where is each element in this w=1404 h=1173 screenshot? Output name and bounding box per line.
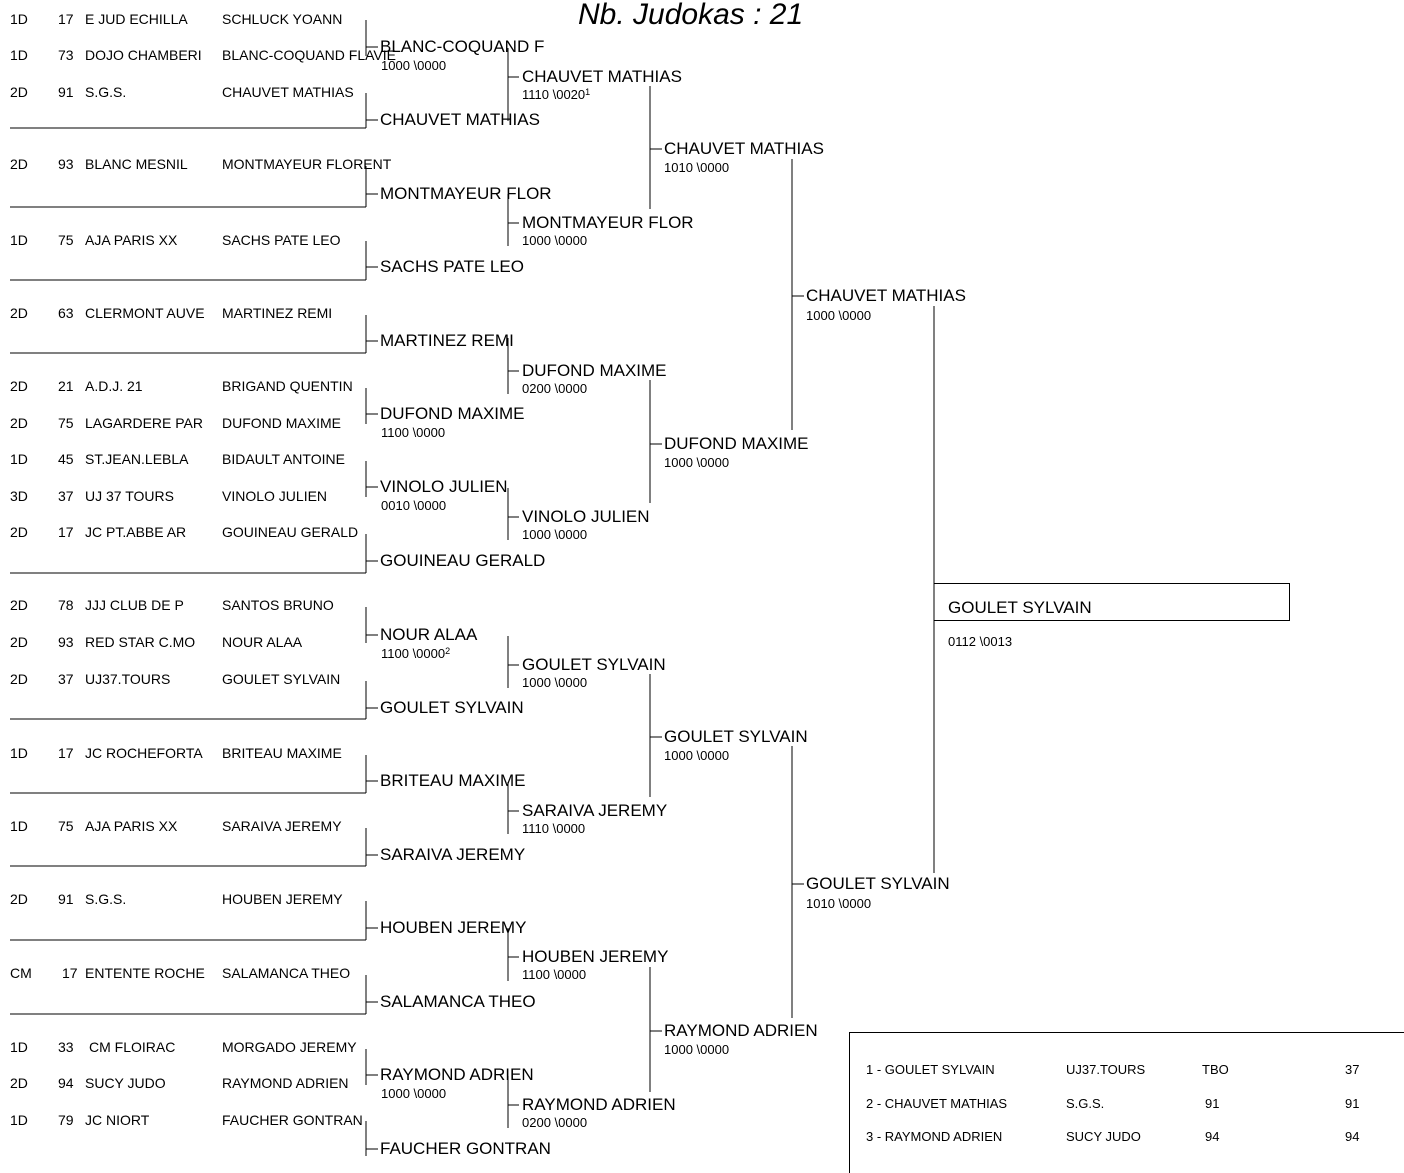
entry-grade: 2D — [10, 1075, 28, 1091]
entry-club: JC ROCHEFORTA — [85, 745, 203, 761]
entry-dept: 33 — [58, 1039, 74, 1055]
entry-club: S.G.S. — [85, 891, 127, 907]
entry-club: UJ37.TOURS — [85, 671, 171, 687]
ranking-place: 1 - GOULET SYLVAIN — [866, 1062, 995, 1077]
round1-score: 1000 \0000 — [381, 58, 447, 73]
entry-club: CM FLOIRAC — [89, 1039, 176, 1055]
entry-name: CHAUVET MATHIAS — [222, 84, 354, 100]
round1-winner: BLANC-COQUAND F — [380, 37, 545, 56]
entry-grade: 1D — [10, 451, 28, 467]
entry-name: SALAMANCA THEO — [222, 965, 351, 981]
round1-winner: SALAMANCA THEO — [380, 992, 536, 1011]
ranking-league: 94 — [1205, 1129, 1220, 1144]
entry-name: SANTOS BRUNO — [222, 597, 334, 613]
entry-name: RAYMOND ADRIEN — [222, 1075, 349, 1091]
entry-dept: 17 — [58, 11, 74, 27]
entry-dept: 94 — [58, 1075, 74, 1091]
ranking-club: S.G.S. — [1066, 1096, 1105, 1111]
round3-winner: RAYMOND ADRIEN — [664, 1021, 818, 1040]
round1-winner: MARTINEZ REMI — [380, 331, 514, 350]
round4-winner: CHAUVET MATHIAS — [806, 286, 966, 305]
entry-dept: 17 — [62, 965, 78, 981]
round1-score: 1000 \0000 — [381, 1086, 447, 1101]
entry-name: NOUR ALAA — [222, 634, 303, 650]
entry-dept: 91 — [58, 891, 74, 907]
round1-winner: MONTMAYEUR FLOR — [380, 184, 552, 203]
round2-winner: HOUBEN JEREMY — [522, 947, 669, 966]
entry-name: DUFOND MAXIME — [222, 415, 341, 431]
round4-score: 1000 \0000 — [806, 308, 872, 323]
entry-name: HOUBEN JEREMY — [222, 891, 343, 907]
entry-name: BRITEAU MAXIME — [222, 745, 342, 761]
round4-winner: GOULET SYLVAIN — [806, 874, 950, 893]
entry-dept: 73 — [58, 47, 74, 63]
round2-score: 1000 \0000 — [522, 675, 588, 690]
entry-dept: 78 — [58, 597, 74, 613]
final-score: 0112 \0013 — [948, 634, 1013, 649]
round1-winner: DUFOND MAXIME — [380, 404, 525, 423]
entry-dept: 75 — [58, 232, 74, 248]
entry-club: S.G.S. — [85, 84, 127, 100]
round2-winner: CHAUVET MATHIAS — [522, 67, 682, 86]
entry-name: GOUINEAU GERALD — [222, 524, 359, 540]
page-title: Nb. Judokas : 21 — [578, 0, 804, 31]
round2-score: 0200 \0000 — [522, 1115, 588, 1130]
note-mark: 1 — [585, 87, 591, 97]
round1-winner: SACHS PATE LEO — [380, 257, 524, 276]
round1-score: 1100 \0000$^2$ — [381, 646, 451, 661]
final-winner: GOULET SYLVAIN — [948, 598, 1092, 617]
round3-score: 1000 \0000 — [664, 1042, 730, 1057]
entry-dept: 75 — [58, 415, 74, 431]
entry-grade: 2D — [10, 671, 28, 687]
entry-grade: 1D — [10, 1112, 28, 1128]
entry-grade: 2D — [10, 378, 28, 394]
entry-dept: 17 — [58, 524, 74, 540]
entry-club: JJJ CLUB DE P — [85, 597, 184, 613]
ranking-league: 91 — [1205, 1096, 1220, 1111]
round1-winner: VINOLO JULIEN — [380, 477, 508, 496]
entry-grade: 3D — [10, 488, 28, 504]
round2-score: 1110 \0000 — [522, 821, 586, 836]
round2-score: 0200 \0000 — [522, 381, 588, 396]
entry-name: MARTINEZ REMI — [222, 305, 333, 321]
round3-score: 1000 \0000 — [664, 748, 730, 763]
entry-club: ST.JEAN.LEBLA — [85, 451, 189, 467]
entry-name: SACHS PATE LEO — [222, 232, 341, 248]
note-mark: 2 — [445, 646, 451, 656]
round3-score: 1010 \0000 — [664, 160, 730, 175]
entry-club: LAGARDERE PAR — [85, 415, 203, 431]
ranking-place: 2 - CHAUVET MATHIAS — [866, 1096, 1008, 1111]
entry-dept: 17 — [58, 745, 74, 761]
entry-grade: 2D — [10, 891, 28, 907]
round2-winner: MONTMAYEUR FLOR — [522, 213, 694, 232]
entry-name: MONTMAYEUR FLORENT — [222, 156, 392, 172]
entry-dept: 37 — [58, 671, 74, 687]
ranking-place: 3 - RAYMOND ADRIEN — [866, 1129, 1003, 1144]
ranking-club: UJ37.TOURS — [1066, 1062, 1146, 1077]
entry-club: BLANC MESNIL — [85, 156, 188, 172]
entry-dept: 63 — [58, 305, 74, 321]
entry-grade: 2D — [10, 156, 28, 172]
entry-grade: 1D — [10, 1039, 28, 1055]
entry-name: SARAIVA JEREMY — [222, 818, 342, 834]
round1-winner: HOUBEN JEREMY — [380, 918, 527, 937]
entry-grade: 1D — [10, 232, 28, 248]
entry-dept: 93 — [58, 634, 74, 650]
entry-name: FAUCHER GONTRAN — [222, 1112, 363, 1128]
round2-winner: RAYMOND ADRIEN — [522, 1095, 676, 1114]
entry-club: SUCY JUDO — [85, 1075, 166, 1091]
round1-winner: NOUR ALAA — [380, 625, 478, 644]
entry-dept: 79 — [58, 1112, 74, 1128]
entry-name: BRIGAND QUENTIN — [222, 378, 353, 394]
round1-score: 0010 \0000 — [381, 498, 447, 513]
entry-dept: 93 — [58, 156, 74, 172]
ranking-dept: 37 — [1345, 1062, 1360, 1077]
entry-grade: 2D — [10, 415, 28, 431]
round1-winner: SARAIVA JEREMY — [380, 845, 526, 864]
round1-winner: RAYMOND ADRIEN — [380, 1065, 534, 1084]
entry-grade: 2D — [10, 305, 28, 321]
round2-score: 1000 \0000 — [522, 527, 588, 542]
ranking-club: SUCY JUDO — [1066, 1129, 1141, 1144]
round2-winner: DUFOND MAXIME — [522, 361, 667, 380]
entry-club: RED STAR C.MO — [85, 634, 196, 650]
entry-grade: 1D — [10, 745, 28, 761]
entry-club: A.D.J. 21 — [85, 378, 143, 394]
entry-dept: 91 — [58, 84, 74, 100]
round4-score: 1010 \0000 — [806, 896, 872, 911]
entry-name: GOULET SYLVAIN — [222, 671, 341, 687]
round1-winner: FAUCHER GONTRAN — [380, 1139, 551, 1158]
round2-score: 1000 \0000 — [522, 233, 588, 248]
round2-winner: SARAIVA JEREMY — [522, 801, 668, 820]
round1-winner: BRITEAU MAXIME — [380, 771, 526, 790]
entry-dept: 75 — [58, 818, 74, 834]
entry-club: ENTENTE ROCHE — [85, 965, 205, 981]
entry-grade: 2D — [10, 597, 28, 613]
entry-grade: 2D — [10, 524, 28, 540]
entry-club: AJA PARIS XX — [85, 232, 178, 248]
entry-grade: 1D — [10, 818, 28, 834]
round1-winner: GOULET SYLVAIN — [380, 698, 524, 717]
round1-score: 1100 \0000 — [381, 425, 446, 440]
round3-winner: DUFOND MAXIME — [664, 434, 809, 453]
entry-name: BLANC-COQUAND FLAVIE — [222, 47, 396, 63]
entry-club: DOJO CHAMBERI — [85, 47, 202, 63]
entry-name: VINOLO JULIEN — [222, 488, 328, 504]
round1-winner: GOUINEAU GERALD — [380, 551, 546, 570]
entry-grade: 1D — [10, 47, 28, 63]
entry-name: MORGADO JEREMY — [222, 1039, 357, 1055]
entry-club: E JUD ECHILLA — [85, 11, 188, 27]
entry-club: AJA PARIS XX — [85, 818, 178, 834]
entry-club: JC PT.ABBE AR — [85, 524, 187, 540]
ranking-dept: 94 — [1345, 1129, 1360, 1144]
entry-name: SCHLUCK YOANN — [222, 11, 343, 27]
round3-winner: GOULET SYLVAIN — [664, 727, 808, 746]
ranking-dept: 91 — [1345, 1096, 1360, 1111]
round3-winner: CHAUVET MATHIAS — [664, 139, 824, 158]
round1-winner: CHAUVET MATHIAS — [380, 110, 540, 129]
entry-dept: 21 — [58, 378, 74, 394]
entry-club: JC NIORT — [85, 1112, 150, 1128]
entry-club: CLERMONT AUVE — [85, 305, 205, 321]
round2-score: 1100 \0000 — [522, 967, 587, 982]
entry-dept: 45 — [58, 451, 74, 467]
round2-winner: GOULET SYLVAIN — [522, 655, 666, 674]
entry-dept: 37 — [58, 488, 74, 504]
round3-score: 1000 \0000 — [664, 455, 730, 470]
round2-winner: VINOLO JULIEN — [522, 507, 650, 526]
entry-club: UJ 37 TOURS — [85, 488, 174, 504]
entry-grade: 1D — [10, 11, 28, 27]
ranking-league: TBO — [1202, 1062, 1229, 1077]
entry-grade: CM — [10, 965, 32, 981]
entry-grade: 2D — [10, 634, 28, 650]
entry-grade: 2D — [10, 84, 28, 100]
round2-score: 1110 \0020$^1$ — [522, 87, 591, 102]
entry-name: BIDAULT ANTOINE — [222, 451, 345, 467]
